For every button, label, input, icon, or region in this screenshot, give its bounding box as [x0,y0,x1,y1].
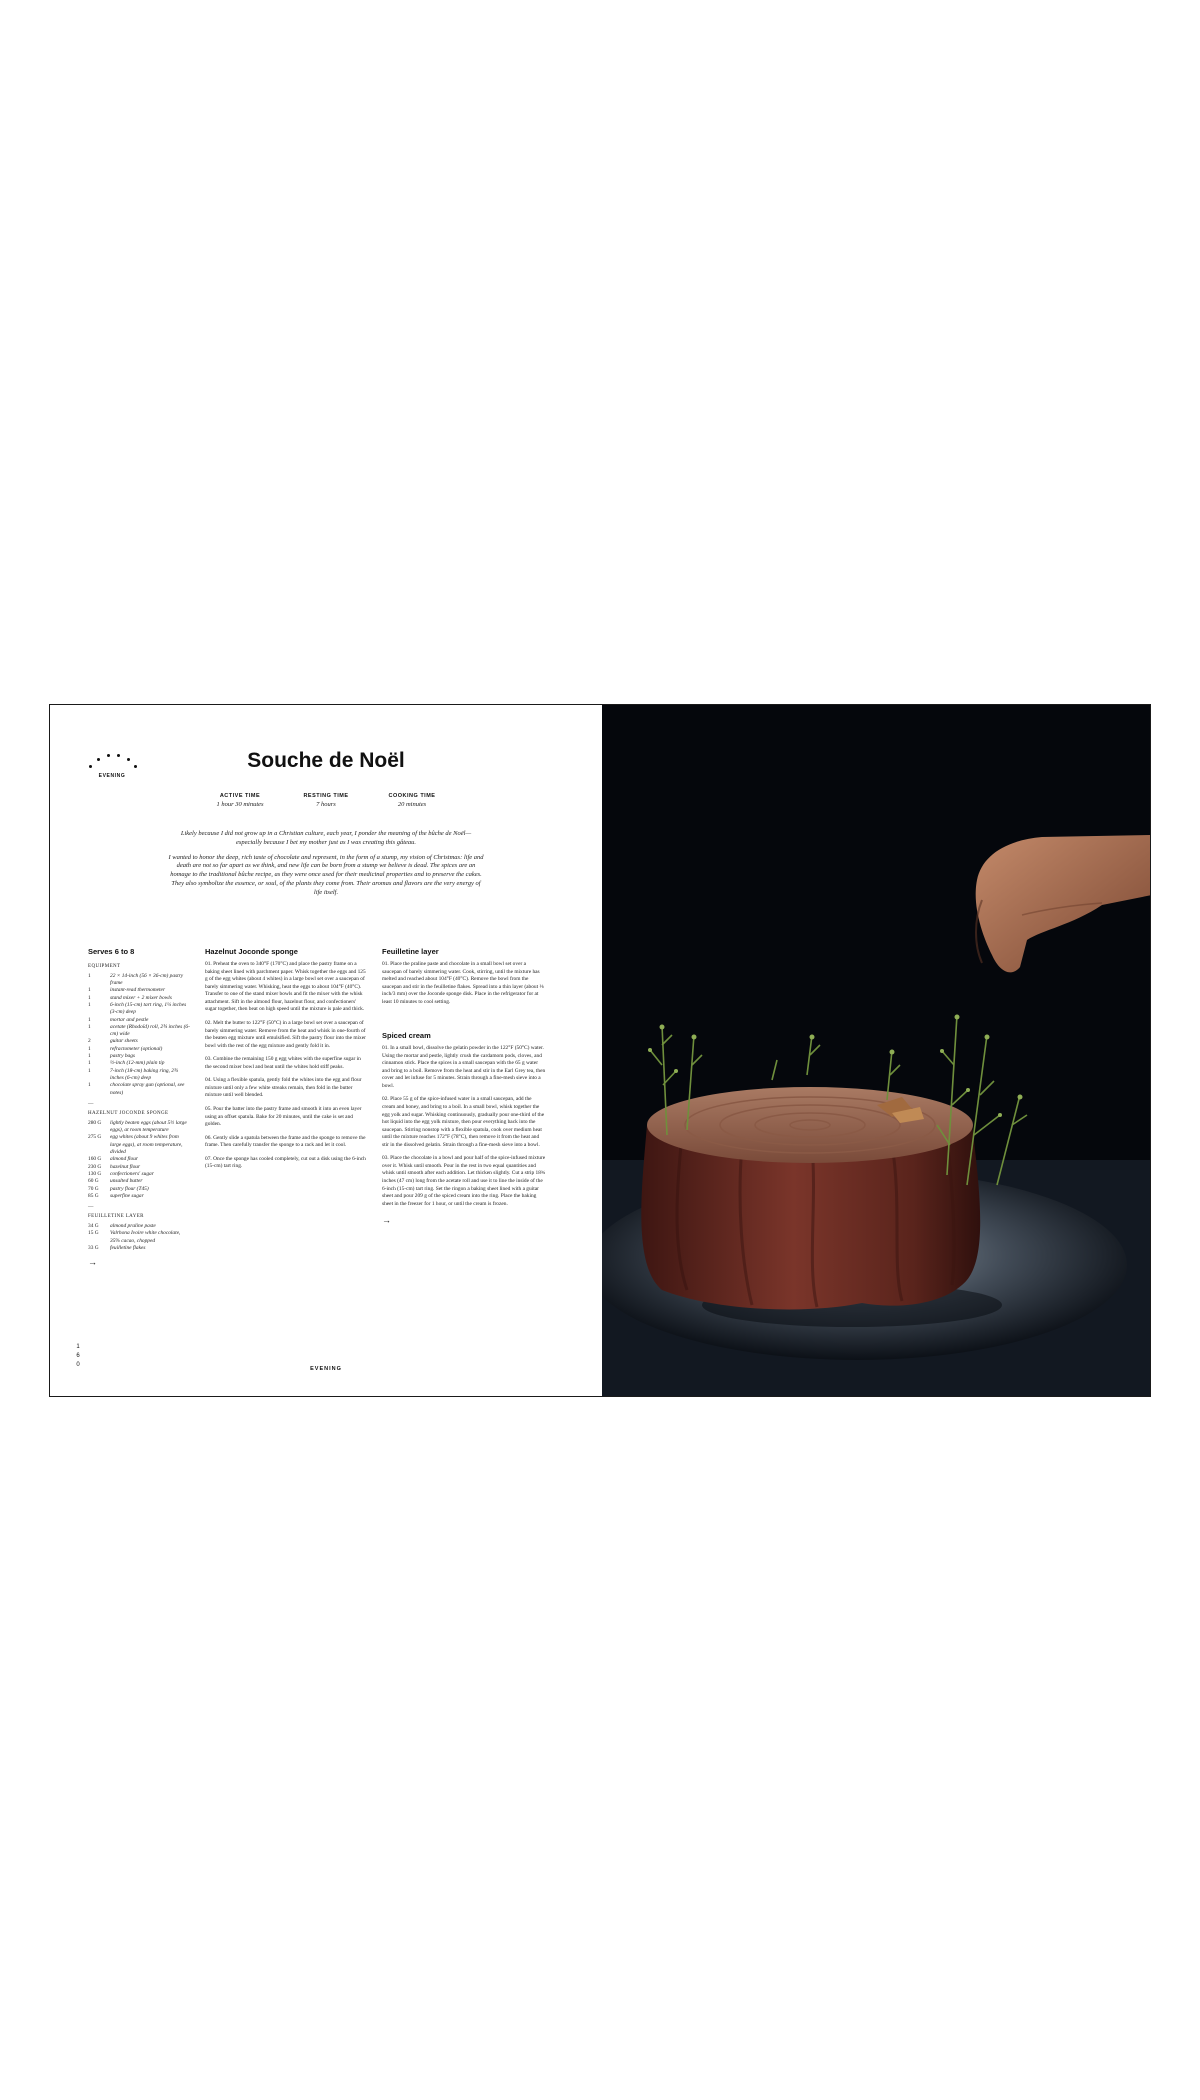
ingredient-qty: 2 [88,1038,91,1045]
ingredient-name: superfine sugar [110,1192,144,1199]
ingredient-name: unsalted butter [110,1178,143,1185]
feuilletine-ingredients-list [88,1223,190,1252]
step: 01. Place the praline paste and chocolate in a small bowl set over a saucepan of barely simmering water. Cook, stirring, until the mixture has melted and reached about 104°F (40°C). Remove the bowl from the saucepan and stir in the feuilletine flakes. Spread into a thin layer (about ⅛ inch/3 mm) over the Joconde sponge disk. Place in the refrigerator for at least 10 minutes to cool setting. [382,961,544,1005]
ingredient-row [88,1178,190,1185]
joconde-steps [205,961,367,1177]
step: 02. Place 55 g of the spice-infused water in a small saucepan, add the cream and honey, and bring to a boil. In a small bowl, whisk together the egg yolk and sugar. Whisking continuously, gradually pour one-third of the hot liquid into the egg yolk mixture, then pour everything back into the saucepan. Stirring nonstop with a flexible spatula, cook over medium heat until the mixture reaches 172°F (78°C), then remove it from the heat and stir in the dissolved gelatin. Strain through a fine-mesh sieve into a bowl. [382,1096,545,1148]
ingredient-qty: 1 [88,1045,91,1052]
ingredient-qty: 130 G [88,1170,102,1177]
resting-time: RESTING TIME 7 hours [303,793,349,808]
equipment-heading: EQUIPMENT [88,964,121,969]
step: 01. Preheat the oven to 340°F (170°C) and place the pastry frame on a baking sheet lined with parchment paper. Whisk together the eggs and 125 g of the egg whites (about 4 whites) in a large bowl set over a saucepan of barely simmering water. Whisking, heat the eggs to about 104°F (40°C). Transfer to one of the stand mixer bowls and fit the mixer with the whisk attachment. Sift in the almond flour, hazelnut flour, and confectioners' sugar together, then beat on high speed until the mixture is pale and thick. [205,961,366,1013]
ingredient-name: acetate (Rhodoïd) roll, 2¾ inches (6-cm) wide [110,1023,190,1038]
ingredient-name: instant-read thermometer [110,987,166,994]
page-title: Souche de Noël [247,749,405,772]
ingredient-qty: 15 G [88,1230,99,1237]
step: 04. Using a flexible spatula, gently fold the whites into the egg and flour mixture until only a few white streaks remain, then fold in the butter mixture until well blended. [205,1077,362,1099]
ingredients-column [88,961,190,1268]
ingredient-qty: 1 [88,1060,91,1067]
ingredient-row [88,1193,190,1200]
spiced-cream-steps [382,1045,546,1227]
ingredient-name: feuilletine flakes [110,1245,146,1252]
ingredient-name: confectioners' sugar [110,1170,154,1177]
ingredient-qty: 1 [88,994,91,1001]
left-page [50,705,602,1396]
ingredient-qty: 1 [88,1016,91,1023]
ingredient-row [88,1038,190,1045]
book-spread [49,704,1151,1397]
ingredient-row [88,1068,190,1083]
ingredient-name: egg whites (about 9 whites from large eggs), at room temperature, divided [110,1134,183,1156]
ingredient-row [88,1245,190,1252]
step: 03. Combine the remaining 150 g egg whites with the superfine sugar in the second mixer bowl and beat until the whites hold stiff peaks. [205,1056,361,1070]
step: 06. Gently slide a spatula between the frame and the sponge to remove the frame. Then carefully transfer the sponge to a rack and let it cool. [205,1134,366,1149]
ingredient-row [88,1134,190,1156]
joconde-heading: Hazelnut Joconde sponge [205,947,298,956]
cake-photo [602,705,1151,1396]
ingredient-row [88,1017,190,1024]
step: 01. In a small bowl, dissolve the gelatin powder in the 122°F (50°C) water. Using the mortar and pestle, lightly crush the cardamom pods, cloves, and cinnamon stick. Place the spices in a small saucepan with the 65 g water and bring to a boil. Remove from the heat and stir in the Earl Grey tea, then cover and let infuse for 5 minutes. Strain through a fine-mesh sieve into a bowl. [382,1045,546,1089]
continue-arrow: → [88,1257,97,1268]
running-footer: EVENING [310,1366,342,1372]
stump-top [647,1087,973,1163]
ingredient-name: pastry flour (T45) [110,1185,149,1192]
ingredient-name: pastry bags [110,1053,136,1060]
joconde-ingredients-list [88,1120,190,1200]
divider: — [88,1100,94,1107]
ingredient-qty: 60 G [88,1178,99,1185]
ingredient-qty: 1 [88,1053,91,1060]
ingredient-qty: 275 G [88,1134,102,1141]
ingredient-name: 7-inch (18-cm) baking ring, 2¾ inches (6-cm) deep [110,1067,178,1081]
ingredient-row [88,995,190,1002]
cooking-time: COOKING TIME 20 minutes [388,793,436,808]
ingredient-row [88,1164,190,1171]
page-number: 1 6 0 [76,1344,80,1368]
ingredient-qty: 1 [88,1082,91,1089]
divider: — [88,1204,94,1211]
ingredient-qty: 1 [88,972,91,979]
ingredient-row [88,1060,190,1067]
section-label: EVENING [98,773,126,779]
ingredient-name: stand mixer + 2 mixer bowls [110,994,172,1001]
ingredient-name: almond praline paste [110,1223,156,1230]
ingredient-qty: 70 G [88,1185,99,1192]
photo-page [602,705,1151,1396]
ingredient-qty: 1 [88,1067,91,1074]
feuilletine-ingredients-heading: FEUILLETINE LAYER [88,1214,144,1220]
ingredient-row [88,1024,190,1039]
ingredient-name: Valrhona Ivoire white chocolate, 35% cacao, chopped [110,1230,181,1244]
ingredient-qty: 1 [88,1001,91,1008]
ingredient-qty: 85 G [88,1192,99,1199]
ingredient-row [88,1223,190,1230]
step: 03. Place the chocolate in a bowl and pour half of the spice-infused mixture over it. Whisk until smooth. Pour in the rest in two equal quantities and whisk until smooth after each addition. Let thicken slightly. Cut a strip 18¾ inches (47 cm) long from the acetate roll and use it to line the inside of the 6-inch (15-cm) tart ring. Set the ringon a baking sheet lined with a guitar sheet and pour 209 g of the spiced cream into the ring. Place the baking sheet in the freezer for 1 hour, or until the cream is frozen. [382,1155,546,1207]
intro-text [168,830,484,903]
ingredient-name: lightly beaten eggs (about 5½ large eggs), at room temperature [110,1119,187,1134]
ingredient-name: guitar sheets [110,1038,138,1045]
ingredient-name: 22 × 14-inch (56 × 36-cm) pastry frame [110,972,184,987]
equipment-list [88,973,190,1097]
active-time: ACTIVE TIME 1 hour 30 minutes [216,793,264,808]
ingredient-row [88,1002,190,1017]
ingredient-name: 6-inch (15-cm) tart ring, 1¼ inches (3-cm) deep [110,1001,187,1016]
step: 07. Once the sponge has cooled completely, cut out a disk using the 6-inch (15-cm) tart ring. [205,1155,366,1170]
feuilletine-heading: Feuilletine layer [382,947,439,956]
ingredient-name: hazelnut flour [110,1163,141,1170]
feuilletine-steps [382,961,546,1012]
continue-arrow: → [382,1215,391,1226]
ingredient-qty: 1 [88,987,91,994]
timing-info [200,793,452,808]
intro-paragraph: I wanted to honor the deep, rich taste of chocolate and represent, in the form of a stump, my vision of Christmas: life and death are not so far apart as we think, and new life can be born from a stump we believe is dead. The spices are an homage to the traditional bûche recipe, as they were once used for their medicinal properties and to preserve the cakes. They also symbolize the essence, or soul, of the plants they come from. Their aromas and flavors are the very energy of life itself. [168,853,484,896]
spiced-cream-heading: Spiced cream [382,1031,431,1040]
intro-paragraph: Likely because I did not grow up in a Christian culture, each year, I ponder the meaning of the bûche de Noël—especially because I bet my mother just as I was creating this gâteau. [180,830,472,846]
ingredient-name: mortar and pestle [110,1016,149,1023]
ingredient-row [88,973,190,988]
joconde-ingredients-heading: HAZELNUT JOCONDE SPONGE [88,1111,169,1117]
ingredient-name: ½-inch (12-mm) plain tip [110,1060,165,1067]
ingredient-row [88,1156,190,1163]
ingredient-row [88,987,190,994]
step: 05. Pour the batter into the pastry frame and smooth it into an even layer using an offset spatula. Bake for 20 minutes, until the cake is set and golden. [205,1106,362,1128]
ingredient-qty: 230 G [88,1163,102,1170]
ingredient-row [88,1230,190,1245]
ingredient-qty: 280 G [88,1119,102,1126]
ingredient-row [88,1186,190,1193]
ingredient-qty: 34 G [88,1223,99,1230]
ingredient-qty: 33 G [88,1245,99,1252]
ingredient-qty: 1 [88,1023,91,1030]
ingredient-row [88,1046,190,1053]
ingredient-qty: 160 G [88,1156,102,1163]
ingredient-name: almond flour [110,1156,139,1163]
step: 02. Melt the butter to 122°F (50°C) in a large bowl set over a saucepan of barely simmering water. Remove from the heat and whisk in one-fourth of the beaten egg mixture until emulsified. Sift the pastry flour into the mixer bowl with the rest of the egg mixture and gently fold it in. [205,1019,366,1049]
ingredient-row [88,1082,190,1097]
ingredient-row [88,1171,190,1178]
ingredient-name: chocolate spray gun (optional, see notes) [110,1082,185,1096]
serves-heading: Serves 6 to 8 [88,947,135,956]
ingredient-row [88,1120,190,1135]
section-badge [86,751,138,777]
ingredient-name: refractometer (optional) [110,1045,163,1052]
